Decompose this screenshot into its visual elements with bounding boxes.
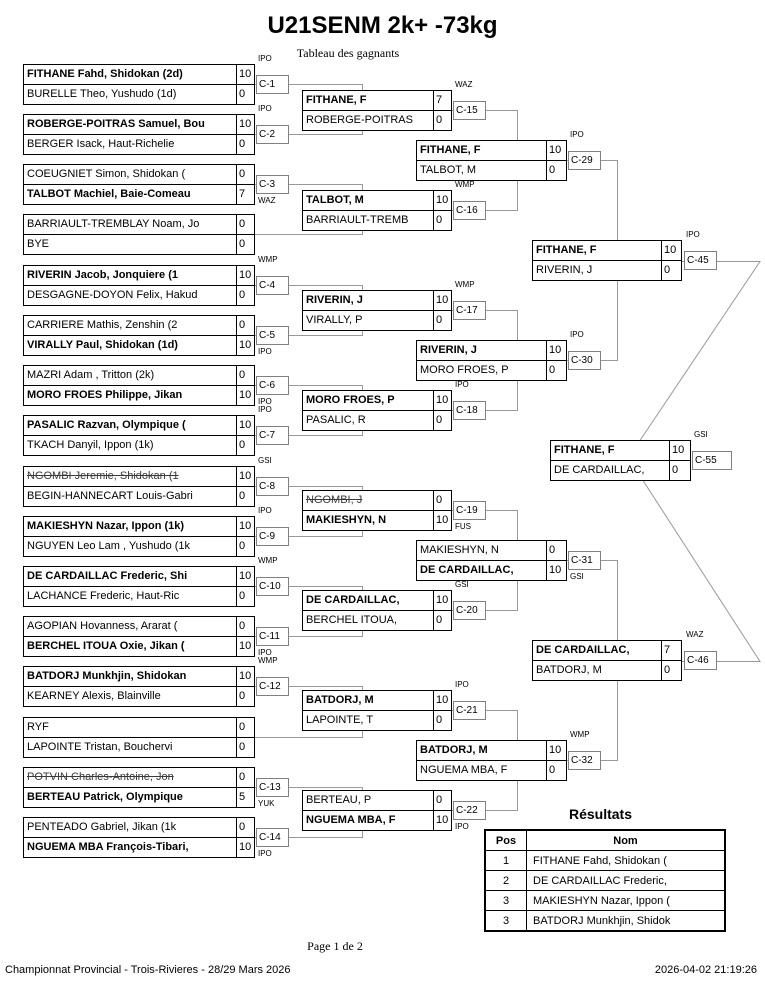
player-row <box>303 291 451 310</box>
player-row <box>24 667 254 686</box>
match-C-21 <box>302 690 452 731</box>
match-C-30 <box>416 340 567 381</box>
player-name: MORO FROES, P <box>420 364 509 376</box>
win-type-label: WAZ <box>686 630 704 639</box>
result-name: MAKIESHYN Nazar, Ippon ( <box>527 891 726 911</box>
player-score: 0 <box>236 135 254 154</box>
player-name: FITHANE, F <box>536 244 597 256</box>
player-row <box>417 141 566 160</box>
match-code-box: C-19 <box>453 501 486 520</box>
player-name: DE CARDAILLAC, <box>536 644 630 656</box>
player-name: RIVERIN, J <box>536 264 593 276</box>
player-score: 0 <box>661 661 681 680</box>
win-type-label: WMP <box>258 656 278 665</box>
player-row <box>24 65 254 84</box>
player-score: 0 <box>546 541 566 560</box>
player-row <box>417 741 566 760</box>
win-type-label: IPO <box>258 849 272 858</box>
player-score: 10 <box>236 667 254 686</box>
match-C-11 <box>23 616 255 657</box>
player-row <box>303 610 451 630</box>
player-score: 0 <box>433 411 451 430</box>
match-code-box: C-31 <box>568 551 601 570</box>
player-name: NGUEMA MBA, F <box>420 764 508 776</box>
match-C-13 <box>23 767 255 808</box>
match-code-box: C-2 <box>256 125 289 144</box>
win-type-label: IPO <box>570 330 584 339</box>
player-name: FITHANE Fahd, Shidokan (2d) <box>27 68 183 80</box>
match-code-box: C-17 <box>453 301 486 320</box>
player-row <box>24 486 254 506</box>
player-row <box>551 460 690 480</box>
win-type-label: FUS <box>455 522 471 531</box>
player-row <box>24 737 254 757</box>
win-type-label: IPO <box>258 405 272 414</box>
player-score: 0 <box>236 235 254 254</box>
match-code-box: C-16 <box>453 201 486 220</box>
match-C-9 <box>23 516 255 557</box>
player-score: 10 <box>236 567 254 586</box>
player-row <box>24 366 254 385</box>
player-score: 10 <box>433 391 451 410</box>
match-C-22 <box>302 790 452 831</box>
player-score: 10 <box>236 637 254 656</box>
match-C-6 <box>23 365 255 406</box>
win-type-label: YUK <box>258 799 275 808</box>
player-row <box>24 184 254 204</box>
result-name: DE CARDAILLAC Frederic, <box>527 871 726 891</box>
match-code-box: C-46 <box>684 651 717 670</box>
player-row <box>24 686 254 706</box>
player-row <box>24 134 254 154</box>
results-row <box>485 911 725 932</box>
player-row <box>24 517 254 536</box>
win-type-label: WAZ <box>258 196 276 205</box>
win-type-label: GSI <box>455 580 469 589</box>
player-score: 0 <box>236 718 254 737</box>
player-name: AGOPIAN Hovanness, Ararat ( <box>27 620 178 632</box>
player-score: 0 <box>236 436 254 455</box>
player-name: NGOMBI Jeremie, Shidokan (1 <box>27 470 179 482</box>
player-score: 0 <box>236 537 254 556</box>
player-name: RYF <box>27 721 49 733</box>
player-name: RIVERIN, J <box>420 344 477 356</box>
player-name: LACHANCE Frederic, Haut-Ric <box>27 590 180 602</box>
win-type-label: IPO <box>455 822 469 831</box>
player-name: VIRALLY Paul, Shidokan (1d) <box>27 339 178 351</box>
player-row <box>551 441 690 460</box>
player-score: 7 <box>661 641 681 660</box>
match-code-box: C-4 <box>256 276 289 295</box>
player-row <box>303 410 451 430</box>
player-name: DE CARDAILLAC Frederic, Shi <box>27 570 188 582</box>
player-name: ROBERGE-POITRAS Samuel, Bou <box>27 118 205 130</box>
player-row <box>303 310 451 330</box>
player-row <box>24 536 254 556</box>
player-row <box>24 818 254 837</box>
player-name: BERCHEL ITOUA, <box>306 614 398 626</box>
player-score: 10 <box>236 266 254 285</box>
player-name: BARRIAULT-TREMB <box>306 214 409 226</box>
match-code-box: C-21 <box>453 701 486 720</box>
player-score: 0 <box>236 215 254 234</box>
match-C-20 <box>302 590 452 631</box>
results-header-row <box>485 830 725 851</box>
player-row <box>24 266 254 285</box>
player-score: 0 <box>236 818 254 837</box>
match-C-19 <box>302 490 452 531</box>
player-row <box>303 510 451 530</box>
bracket-subtitle: Tableau des gagnants <box>296 46 400 60</box>
player-name: BATDORJ, M <box>420 744 488 756</box>
player-score: 0 <box>236 366 254 385</box>
match-C-18 <box>302 390 452 431</box>
results-row <box>485 871 725 891</box>
player-name: DESGAGNE-DOYON Felix, Hakud <box>27 289 198 301</box>
player-row <box>303 491 451 510</box>
player-score: 10 <box>661 241 681 260</box>
player-score: 0 <box>236 617 254 636</box>
player-score: 0 <box>433 311 451 330</box>
player-score: 0 <box>236 738 254 757</box>
player-row <box>303 391 451 410</box>
player-score: 10 <box>236 65 254 84</box>
player-name: DE CARDAILLAC, <box>306 594 400 606</box>
player-score: 10 <box>236 336 254 355</box>
player-row <box>303 710 451 730</box>
match-C-12 <box>23 666 255 707</box>
player-name: NGUEMA MBA, F <box>306 814 396 826</box>
player-name: COEUGNIET Simon, Shidokan ( <box>27 168 186 180</box>
match-C-4 <box>23 265 255 306</box>
win-type-label: IPO <box>258 648 272 657</box>
player-row <box>24 115 254 134</box>
player-name: BERTEAU Patrick, Olympique <box>27 791 183 803</box>
player-score: 10 <box>546 561 566 580</box>
match-C-7 <box>23 415 255 456</box>
match-C-29 <box>416 140 567 181</box>
player-row <box>303 110 451 130</box>
player-score: 0 <box>433 711 451 730</box>
match-code-box: C-32 <box>568 751 601 770</box>
player-row <box>417 341 566 360</box>
win-type-label: IPO <box>455 680 469 689</box>
player-name: BYE <box>27 238 50 250</box>
player-score: 10 <box>546 141 566 160</box>
player-name: MAKIESHYN, N <box>420 544 499 556</box>
player-row <box>533 241 681 260</box>
player-score: 0 <box>433 611 451 630</box>
footer-event-info: Championnat Provincial - Trois-Rivieres - 28/29 Mars 2026 <box>5 964 291 976</box>
match-code-box: C-7 <box>256 426 289 445</box>
player-name: BERGER Isack, Haut-Richelie <box>27 138 175 150</box>
result-position: 3 <box>485 911 527 932</box>
player-row <box>24 636 254 656</box>
player-score: 10 <box>433 291 451 310</box>
match-C-31 <box>416 540 567 581</box>
match-code-box: C-12 <box>256 677 289 696</box>
player-name: POTVIN Charles-Antoine, Jon <box>27 771 174 783</box>
match-code-box: C-11 <box>256 627 289 646</box>
results-row <box>485 851 725 871</box>
win-type-label: WAZ <box>455 80 473 89</box>
player-score: 10 <box>433 691 451 710</box>
player-row <box>24 385 254 405</box>
match-code-box: C-5 <box>256 326 289 345</box>
player-name: LAPOINTE, T <box>306 714 374 726</box>
match-code-box: C-55 <box>692 451 732 470</box>
player-name: BEGIN-HANNECART Louis-Gabri <box>27 490 193 502</box>
results-table <box>484 829 726 932</box>
player-score: 10 <box>236 115 254 134</box>
match-code-box: C-45 <box>684 251 717 270</box>
match-C-2 <box>23 114 255 155</box>
player-score: 0 <box>236 316 254 335</box>
player-row <box>24 435 254 455</box>
match-r1-14 <box>23 717 255 758</box>
match-code-box: C-29 <box>568 151 601 170</box>
win-type-label: IPO <box>258 347 272 356</box>
player-row <box>417 541 566 560</box>
player-name: TALBOT Machiel, Baie-Comeau <box>27 188 191 200</box>
player-score: 0 <box>236 85 254 104</box>
player-score: 0 <box>669 461 690 480</box>
match-r1-4 <box>23 214 255 255</box>
player-score: 0 <box>546 761 566 780</box>
player-name: DE CARDAILLAC, <box>420 564 514 576</box>
player-score: 0 <box>236 165 254 184</box>
player-name: BATDORJ, M <box>536 664 602 676</box>
player-name: TALBOT, M <box>420 164 477 176</box>
player-name: BATDORJ Munkhjin, Shidokan <box>27 670 187 682</box>
match-C-10 <box>23 566 255 607</box>
player-name: TALBOT, M <box>306 194 364 206</box>
results-header-nom: Nom <box>527 830 726 851</box>
player-name: MAKIESHYN, N <box>306 514 387 526</box>
player-name: RIVERIN Jacob, Jonquiere (1 <box>27 269 178 281</box>
player-row <box>24 617 254 636</box>
player-row <box>303 810 451 830</box>
player-name: PENTEADO Gabriel, Jikan (1k <box>27 821 177 833</box>
win-type-label: IPO <box>258 54 272 63</box>
player-name: FITHANE, F <box>306 94 367 106</box>
player-score: 0 <box>433 111 451 130</box>
player-score: 10 <box>433 511 451 530</box>
player-name: RIVERIN, J <box>306 294 363 306</box>
match-code-box: C-13 <box>256 778 289 797</box>
result-position: 3 <box>485 891 527 911</box>
win-type-label: WMP <box>570 730 590 739</box>
player-row <box>24 285 254 305</box>
player-score: 7 <box>236 185 254 204</box>
player-name: DE CARDAILLAC, <box>554 464 645 476</box>
player-name: PASALIC, R <box>306 414 366 426</box>
result-name: BATDORJ Munkhjin, Shidok <box>527 911 726 932</box>
result-name: FITHANE Fahd, Shidokan ( <box>527 851 726 871</box>
match-code-box: C-8 <box>256 477 289 496</box>
footer-timestamp: 2026-04-02 21:19:26 <box>654 964 757 976</box>
player-score: 5 <box>236 788 254 807</box>
result-position: 1 <box>485 851 527 871</box>
player-score: 10 <box>546 741 566 760</box>
match-C-5 <box>23 315 255 356</box>
player-score: 0 <box>236 687 254 706</box>
player-name: PASALIC Razvan, Olympique ( <box>27 419 186 431</box>
player-name: MAKIESHYN Nazar, Ippon (1k) <box>27 520 185 532</box>
player-score: 0 <box>433 491 451 510</box>
page-title: U21SENM 2k+ -73kg <box>267 12 498 39</box>
player-row <box>24 837 254 857</box>
page-number: Page 1 de 2 <box>307 939 363 953</box>
win-type-label: WMP <box>258 255 278 264</box>
player-score: 0 <box>433 791 451 810</box>
player-name: TKACH Danyil, Ippon (1k) <box>27 439 154 451</box>
player-row <box>24 467 254 486</box>
player-row <box>303 91 451 110</box>
match-code-box: C-22 <box>453 801 486 820</box>
match-C-16 <box>302 190 452 231</box>
player-row <box>24 335 254 355</box>
player-row <box>24 316 254 335</box>
win-type-label: IPO <box>258 104 272 113</box>
match-C-55 <box>550 440 691 481</box>
player-name: MORO FROES Philippe, Jikan <box>27 389 183 401</box>
player-name: BARRIAULT-TREMBLAY Noam, Jo <box>27 218 200 230</box>
win-type-label: IPO <box>258 397 272 406</box>
win-type-label: GSI <box>694 430 708 439</box>
match-code-box: C-30 <box>568 351 601 370</box>
player-row <box>417 360 566 380</box>
player-row <box>24 165 254 184</box>
player-row <box>303 791 451 810</box>
player-name: BURELLE Theo, Yushudo (1d) <box>27 88 177 100</box>
win-type-label: WMP <box>455 280 475 289</box>
player-row <box>303 210 451 230</box>
player-score: 0 <box>236 587 254 606</box>
match-C-15 <box>302 90 452 131</box>
match-code-box: C-15 <box>453 101 486 120</box>
match-C-46 <box>532 640 682 681</box>
result-position: 2 <box>485 871 527 891</box>
player-score: 0 <box>433 211 451 230</box>
player-row <box>533 641 681 660</box>
player-row <box>303 191 451 210</box>
player-name: BERTEAU, P <box>306 794 372 806</box>
player-score: 10 <box>236 416 254 435</box>
player-score: 0 <box>236 768 254 787</box>
win-type-label: GSI <box>570 572 584 581</box>
results-header-pos: Pos <box>485 830 527 851</box>
match-C-14 <box>23 817 255 858</box>
player-score: 0 <box>236 286 254 305</box>
player-name: NGUYEN Leo Lam , Yushudo (1k <box>27 540 191 552</box>
player-score: 0 <box>546 361 566 380</box>
player-name: MAZRI Adam , Tritton (2k) <box>27 369 155 381</box>
match-C-1 <box>23 64 255 105</box>
match-C-3 <box>23 164 255 205</box>
win-type-label: IPO <box>570 130 584 139</box>
player-score: 0 <box>236 487 254 506</box>
player-score: 10 <box>236 467 254 486</box>
match-code-box: C-1 <box>256 75 289 94</box>
player-row <box>24 416 254 435</box>
player-name: ROBERGE-POITRAS <box>306 114 413 126</box>
player-name: FITHANE, F <box>554 444 615 456</box>
win-type-label: WMP <box>258 556 278 565</box>
match-C-32 <box>416 740 567 781</box>
player-name: CARRIERE Mathis, Zenshin (2 <box>27 319 178 331</box>
match-code-box: C-20 <box>453 601 486 620</box>
player-name: NGOMBI, J <box>306 494 363 506</box>
player-name: KEARNEY Alexis, Blainville <box>27 690 161 702</box>
match-code-box: C-10 <box>256 577 289 596</box>
player-score: 10 <box>546 341 566 360</box>
match-C-8 <box>23 466 255 507</box>
player-name: NGUEMA MBA François-Tibari, <box>27 841 189 853</box>
player-score: 7 <box>433 91 451 110</box>
player-row <box>303 591 451 610</box>
player-score: 10 <box>236 386 254 405</box>
match-code-box: C-3 <box>256 175 289 194</box>
player-name: MORO FROES, P <box>306 394 395 406</box>
match-code-box: C-18 <box>453 401 486 420</box>
player-row <box>24 718 254 737</box>
win-type-label: GSI <box>258 456 272 465</box>
player-name: FITHANE, F <box>420 144 481 156</box>
player-score: 10 <box>433 811 451 830</box>
player-row <box>24 787 254 807</box>
player-name: LAPOINTE Tristan, Bouchervi <box>27 741 173 753</box>
results-row <box>485 891 725 911</box>
player-row <box>417 760 566 780</box>
player-score: 0 <box>546 161 566 180</box>
player-row <box>533 260 681 280</box>
player-name: BERCHEL ITOUA Oxie, Jikan ( <box>27 640 185 652</box>
player-name: BATDORJ, M <box>306 694 374 706</box>
player-row <box>24 234 254 254</box>
player-score: 10 <box>236 517 254 536</box>
player-row <box>24 567 254 586</box>
player-row <box>417 560 566 580</box>
player-row <box>24 586 254 606</box>
win-type-label: IPO <box>686 230 700 239</box>
player-score: 10 <box>669 441 690 460</box>
match-C-17 <box>302 290 452 331</box>
win-type-label: WMP <box>455 180 475 189</box>
player-row <box>417 160 566 180</box>
player-row <box>533 660 681 680</box>
player-score: 0 <box>661 261 681 280</box>
match-C-45 <box>532 240 682 281</box>
match-code-box: C-6 <box>256 376 289 395</box>
player-score: 10 <box>236 838 254 857</box>
match-code-box: C-14 <box>256 828 289 847</box>
player-row <box>303 691 451 710</box>
player-row <box>24 768 254 787</box>
player-score: 10 <box>433 191 451 210</box>
player-score: 10 <box>433 591 451 610</box>
player-name: VIRALLY, P <box>306 314 363 326</box>
match-code-box: C-9 <box>256 527 289 546</box>
win-type-label: IPO <box>258 506 272 515</box>
player-row <box>24 215 254 234</box>
player-row <box>24 84 254 104</box>
win-type-label: IPO <box>455 380 469 389</box>
results-title: Résultats <box>568 806 633 822</box>
